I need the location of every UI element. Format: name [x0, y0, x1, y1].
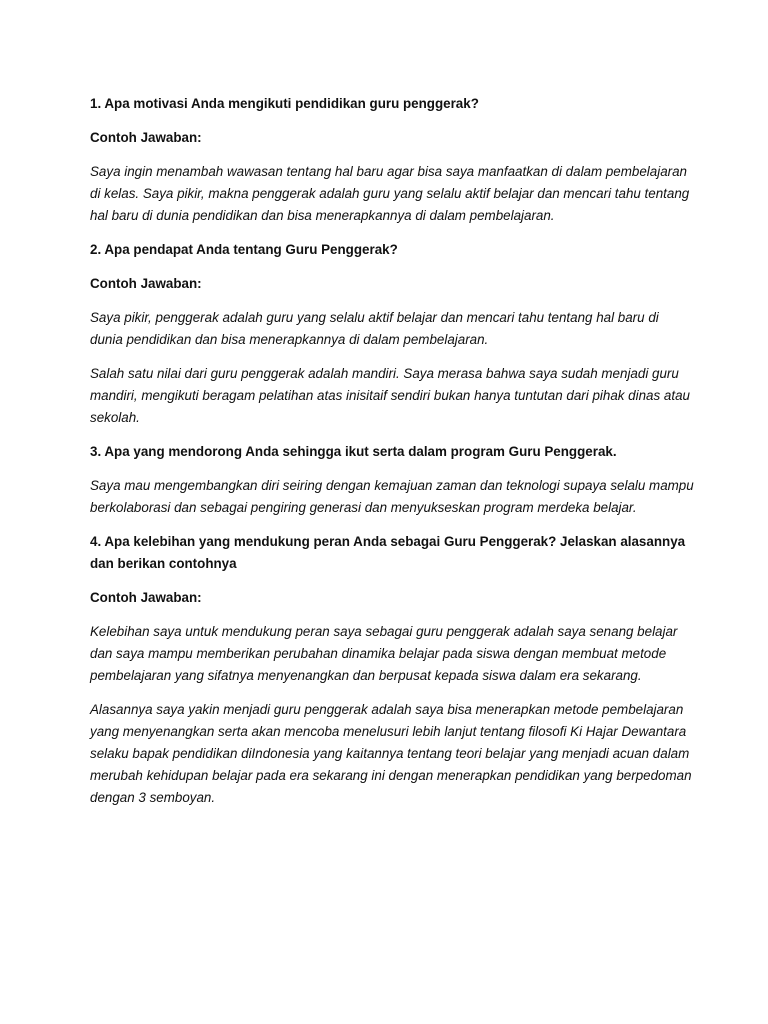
question-3: 3. Apa yang mendorong Anda sehingga ikut serta dalam program Guru Penggerak.	[90, 444, 617, 459]
question-2: 2. Apa pendapat Anda tentang Guru Penggerak?	[90, 242, 398, 257]
answer-2b: Salah satu nilai dari guru penggerak adalah mandiri. Saya merasa bahwa saya sudah menjadi guru mandiri, mengikuti beragam pelatihan atas inisitaif sendiri bukan hanya tuntutan dari pihak dinas atau sekolah.	[90, 366, 690, 425]
answer-1: Saya ingin menambah wawasan tentang hal baru agar bisa saya manfaatkan di dalam pembelajaran di kelas. Saya pikir, makna penggerak adalah guru yang selalu aktif belajar dan mencari tahu tentang hal baru di dunia pendidikan dan bisa menerapkannya di dalam pembelajaran.	[90, 164, 690, 223]
answer-3: Saya mau mengembangkan diri seiring dengan kemajuan zaman dan teknologi supaya selalu mampu berkolaborasi dan sebagai pengiring generasi dan menyukseskan program merdeka belajar.	[90, 478, 694, 515]
document-page	[90, 93, 694, 821]
answer-label-2: Contoh Jawaban:	[90, 276, 202, 291]
question-4: 4. Apa kelebihan yang mendukung peran Anda sebagai Guru Penggerak? Jelaskan alasannya dan berikan contohnya	[90, 534, 686, 571]
question-1: 1. Apa motivasi Anda mengikuti pendidikan guru penggerak?	[90, 96, 479, 111]
answer-label-4: Contoh Jawaban:	[90, 590, 202, 605]
answer-label-1: Contoh Jawaban:	[90, 130, 202, 145]
answer-4b: Alasannya saya yakin menjadi guru penggerak adalah saya bisa menerapkan metode pembelajaran yang menyenangkan serta akan mencoba menelusuri lebih lanjut tentang filosofi Ki Hajar Dewantara selaku bapak pendidikan diIndonesia yang kaitannya tentang teori belajar yang menjadi acuan dalam merubah kehidupan belajar pada era sekarang ini dengan menerapkan pendidikan yang berpedoman dengan 3 semboyan.	[90, 702, 692, 805]
answer-4a: Kelebihan saya untuk mendukung peran saya sebagai guru penggerak adalah saya senang belajar dan saya mampu memberikan perubahan dinamika belajar pada siswa dengan membuat metode pembelajaran yang sifatnya menyenangkan dan berpusat kepada siswa dalam era sekarang.	[90, 624, 678, 683]
answer-2a: Saya pikir, penggerak adalah guru yang selalu aktif belajar dan mencari tahu tentang hal baru di dunia pendidikan dan bisa menerapkannya di dalam pembelajaran.	[90, 310, 659, 347]
